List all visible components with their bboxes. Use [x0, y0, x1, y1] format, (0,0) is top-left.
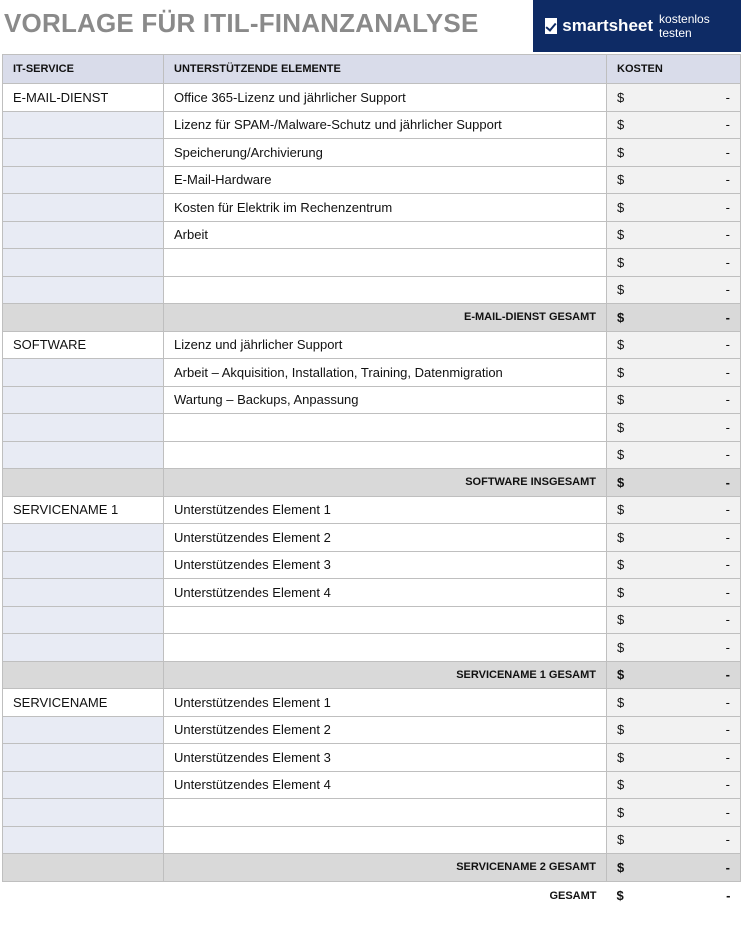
cost-cell[interactable] [607, 881, 741, 910]
currency-symbol: $ [617, 502, 625, 518]
cost-cell[interactable] [607, 221, 741, 249]
cost-value: - [725, 804, 730, 820]
element-cell[interactable] [164, 606, 607, 634]
cost-value: - [725, 419, 730, 435]
service-name-cell[interactable] [3, 744, 164, 772]
cost-cell[interactable] [607, 276, 741, 304]
table-row [3, 496, 741, 524]
total-label: GESAMT [164, 881, 607, 910]
currency-symbol: $ [617, 172, 625, 188]
cost-value: - [725, 722, 730, 738]
table-row [3, 716, 741, 744]
subtotal-row [3, 854, 741, 882]
service-name-cell[interactable] [3, 359, 164, 387]
cost-value: - [725, 447, 730, 463]
table-row [3, 524, 741, 552]
cost-cell[interactable] [607, 139, 741, 167]
service-name-cell[interactable]: SERVICENAME 1 [3, 496, 164, 524]
service-name-cell[interactable]: SOFTWARE [3, 331, 164, 359]
table-header-row [3, 55, 741, 84]
total-row [3, 881, 741, 910]
cost-cell[interactable] [607, 854, 741, 882]
element-cell[interactable]: Speicherung/Archivierung [164, 139, 607, 167]
cost-cell[interactable] [607, 249, 741, 277]
element-cell[interactable]: Office 365-Lizenz und jährlicher Support [164, 84, 607, 112]
cost-value: - [725, 557, 730, 573]
cost-cell[interactable] [607, 606, 741, 634]
currency-symbol: $ [617, 777, 625, 793]
element-cell[interactable]: Unterstützendes Element 3 [164, 551, 607, 579]
currency-symbol: $ [617, 447, 625, 463]
cost-cell[interactable] [607, 826, 741, 854]
service-name-cell[interactable] [3, 606, 164, 634]
table-row [3, 799, 741, 827]
currency-symbol: $ [617, 859, 625, 875]
service-name-cell[interactable] [3, 194, 164, 222]
table-row [3, 689, 741, 717]
cost-cell[interactable] [607, 166, 741, 194]
element-cell[interactable]: Kosten für Elektrik im Rechenzentrum [164, 194, 607, 222]
page-title: VORLAGE FÜR ITIL-FINANZANALYSE [4, 8, 479, 38]
service-name-cell[interactable] [3, 799, 164, 827]
subtotal-label: SOFTWARE INSGESAMT [164, 469, 607, 497]
cost-cell[interactable] [607, 799, 741, 827]
cost-cell[interactable] [607, 84, 741, 112]
cost-cell[interactable] [607, 744, 741, 772]
service-name-cell[interactable] [3, 276, 164, 304]
subtotal-row [3, 469, 741, 497]
finance-table [2, 54, 741, 910]
currency-symbol: $ [617, 612, 625, 628]
cost-value: - [725, 584, 730, 600]
element-cell[interactable]: E-Mail-Hardware [164, 166, 607, 194]
service-name-cell[interactable] [3, 166, 164, 194]
table-row [3, 579, 741, 607]
currency-symbol: $ [617, 282, 625, 298]
subtotal-label: SERVICENAME 2 GESAMT [164, 854, 607, 882]
service-name-cell[interactable] [3, 524, 164, 552]
table-row [3, 139, 741, 167]
element-cell[interactable] [164, 414, 607, 442]
smartsheet-banner[interactable] [533, 0, 741, 52]
currency-symbol: $ [617, 144, 625, 160]
cost-cell[interactable] [607, 359, 741, 387]
cost-value: - [725, 694, 730, 710]
cost-cell[interactable] [607, 524, 741, 552]
table-row [3, 249, 741, 277]
table-row [3, 276, 741, 304]
cost-cell[interactable] [607, 661, 741, 689]
subtotal-spacer [3, 469, 164, 497]
currency-symbol: $ [617, 529, 625, 545]
cost-value: - [725, 612, 730, 628]
service-name-cell[interactable] [3, 771, 164, 799]
header-elements: UNTERSTÜTZENDE ELEMENTE [164, 55, 607, 84]
cost-cell[interactable] [607, 551, 741, 579]
cost-value: - [725, 199, 730, 215]
element-cell[interactable] [164, 276, 607, 304]
cost-value: - [725, 639, 730, 655]
service-name-cell[interactable] [3, 634, 164, 662]
currency-symbol: $ [617, 89, 625, 105]
service-name-cell[interactable] [3, 414, 164, 442]
currency-symbol: $ [617, 227, 625, 243]
currency-symbol: $ [617, 309, 625, 325]
table-row [3, 414, 741, 442]
banner-brand: smartsheet [562, 16, 654, 35]
table-row [3, 221, 741, 249]
table-row [3, 194, 741, 222]
cost-value: - [725, 227, 730, 243]
service-name-cell[interactable] [3, 579, 164, 607]
cost-value: - [726, 888, 731, 904]
currency-symbol: $ [617, 557, 625, 573]
currency-symbol: $ [617, 392, 625, 408]
cost-value: - [725, 832, 730, 848]
element-cell[interactable]: Lizenz und jährlicher Support [164, 331, 607, 359]
table-row [3, 744, 741, 772]
currency-symbol: $ [617, 722, 625, 738]
cost-cell[interactable] [607, 689, 741, 717]
table-row [3, 359, 741, 387]
subtotal-label: E-MAIL-DIENST GESAMT [164, 304, 607, 332]
currency-symbol: $ [617, 364, 625, 380]
table-row [3, 331, 741, 359]
table-row [3, 386, 741, 414]
header-it-service: IT-SERVICE [3, 55, 164, 84]
currency-symbol: $ [617, 832, 625, 848]
cost-value: - [725, 309, 730, 325]
table-row [3, 441, 741, 469]
cost-cell[interactable] [607, 414, 741, 442]
smartsheet-logo-icon [545, 18, 557, 34]
currency-symbol: $ [617, 254, 625, 270]
cost-cell[interactable] [607, 331, 741, 359]
table-row [3, 111, 741, 139]
element-cell[interactable]: Arbeit – Akquisition, Installation, Training, Datenmigration [164, 359, 607, 387]
currency-symbol: $ [617, 337, 625, 353]
subtotal-row [3, 304, 741, 332]
cost-cell[interactable] [607, 579, 741, 607]
banner-cta[interactable]: kostenlos testen [659, 12, 710, 40]
cost-cell[interactable] [607, 441, 741, 469]
element-cell[interactable]: Unterstützendes Element 3 [164, 744, 607, 772]
cost-cell[interactable] [607, 194, 741, 222]
service-name-cell[interactable]: SERVICENAME [3, 689, 164, 717]
cost-cell[interactable] [607, 386, 741, 414]
element-cell[interactable]: Unterstützendes Element 2 [164, 716, 607, 744]
service-name-cell[interactable] [3, 716, 164, 744]
service-name-cell[interactable] [3, 249, 164, 277]
cost-value: - [725, 749, 730, 765]
cost-cell[interactable] [607, 469, 741, 497]
service-name-cell[interactable] [3, 441, 164, 469]
table-row [3, 771, 741, 799]
cost-value: - [725, 144, 730, 160]
currency-symbol: $ [617, 117, 625, 133]
service-name-cell[interactable] [3, 139, 164, 167]
element-cell[interactable]: Unterstützendes Element 1 [164, 496, 607, 524]
cost-value: - [725, 392, 730, 408]
cost-value: - [725, 282, 730, 298]
cost-value: - [725, 117, 730, 133]
cost-cell[interactable] [607, 771, 741, 799]
currency-symbol: $ [617, 419, 625, 435]
element-cell[interactable] [164, 441, 607, 469]
cost-cell[interactable] [607, 496, 741, 524]
cost-value: - [725, 254, 730, 270]
service-name-cell[interactable] [3, 551, 164, 579]
currency-symbol: $ [617, 667, 625, 683]
cost-value: - [725, 364, 730, 380]
currency-symbol: $ [617, 749, 625, 765]
subtotal-row [3, 661, 741, 689]
cost-cell[interactable] [607, 634, 741, 662]
table-row [3, 166, 741, 194]
cost-cell[interactable] [607, 111, 741, 139]
cost-value: - [725, 667, 730, 683]
element-cell[interactable]: Wartung – Backups, Anpassung [164, 386, 607, 414]
element-cell[interactable]: Unterstützendes Element 1 [164, 689, 607, 717]
service-name-cell[interactable]: E-MAIL-DIENST [3, 84, 164, 112]
element-cell[interactable] [164, 826, 607, 854]
element-cell[interactable]: Unterstützendes Element 4 [164, 771, 607, 799]
element-cell[interactable]: Lizenz für SPAM-/Malware-Schutz und jährlicher Support [164, 111, 607, 139]
cost-cell[interactable] [607, 304, 741, 332]
subtotal-spacer [3, 304, 164, 332]
table-row [3, 84, 741, 112]
service-name-cell[interactable] [3, 221, 164, 249]
cost-value: - [725, 337, 730, 353]
currency-symbol: $ [616, 888, 624, 904]
cost-value: - [725, 529, 730, 545]
table-row [3, 826, 741, 854]
currency-symbol: $ [617, 804, 625, 820]
total-spacer [3, 881, 164, 910]
element-cell[interactable] [164, 249, 607, 277]
currency-symbol: $ [617, 474, 625, 490]
currency-symbol: $ [617, 694, 625, 710]
table-row [3, 606, 741, 634]
subtotal-label: SERVICENAME 1 GESAMT [164, 661, 607, 689]
cost-value: - [725, 474, 730, 490]
element-cell[interactable]: Arbeit [164, 221, 607, 249]
cost-value: - [725, 172, 730, 188]
currency-symbol: $ [617, 584, 625, 600]
element-cell[interactable] [164, 799, 607, 827]
subtotal-spacer [3, 854, 164, 882]
element-cell[interactable]: Unterstützendes Element 2 [164, 524, 607, 552]
table-row [3, 634, 741, 662]
table-row [3, 551, 741, 579]
cost-value: - [725, 777, 730, 793]
service-name-cell[interactable] [3, 111, 164, 139]
cost-value: - [725, 859, 730, 875]
service-name-cell[interactable] [3, 386, 164, 414]
cost-value: - [725, 502, 730, 518]
service-name-cell[interactable] [3, 826, 164, 854]
element-cell[interactable] [164, 634, 607, 662]
cost-value: - [725, 89, 730, 105]
cost-cell[interactable] [607, 716, 741, 744]
currency-symbol: $ [617, 199, 625, 215]
currency-symbol: $ [617, 639, 625, 655]
header-cost: KOSTEN [607, 55, 741, 84]
element-cell[interactable]: Unterstützendes Element 4 [164, 579, 607, 607]
subtotal-spacer [3, 661, 164, 689]
